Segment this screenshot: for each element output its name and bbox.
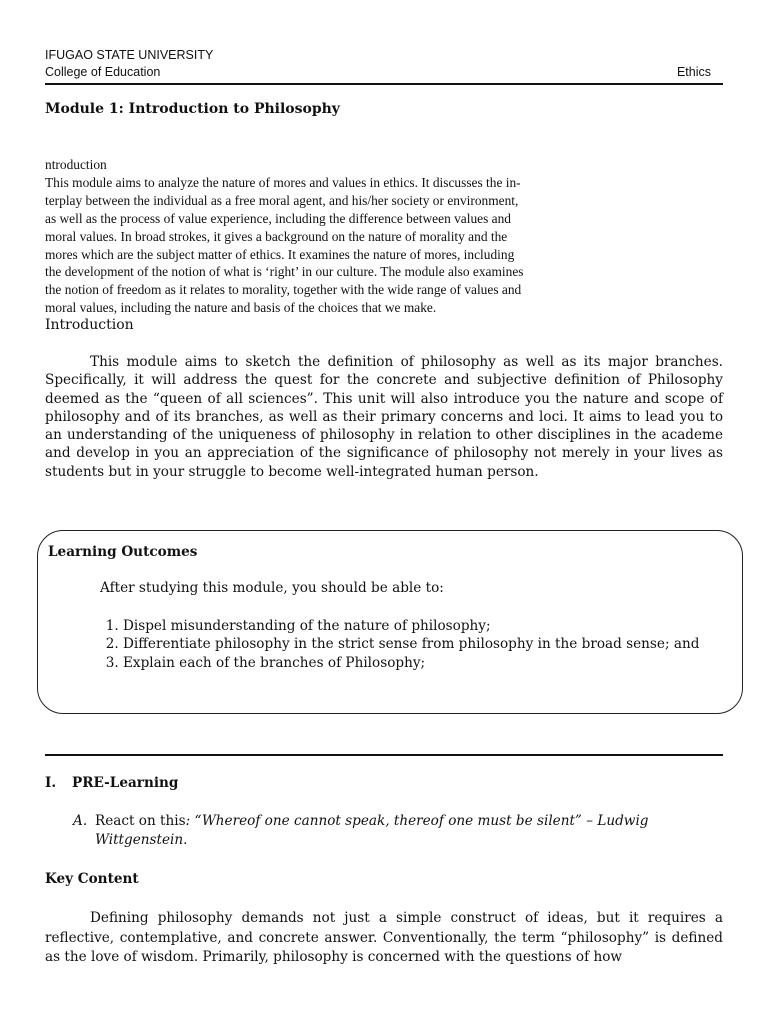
learning-outcomes-title: Learning Outcomes: [48, 544, 198, 560]
pre-learning-heading: [45, 775, 178, 791]
legacy-intro-line: moral values, including the nature and basis of the choices that we make.: [45, 300, 437, 316]
section-number: I.: [45, 775, 57, 791]
legacy-intro-heading: ntroduction: [45, 157, 107, 172]
introduction-body: This module aims to sketch the definition of philosophy as well as its major branches. Specifically, it will address the quest for the concrete and subjective definition of Philosophy deemed as the “queen of all sciences”. This unit will also introduce you the nature and scope of philosophy and of its branches, as well as their primary concerns and loci. It aims to lead you to an understanding of the uniqueness of philosophy in relation to other disciplines in the academe and develop in you an appreciation of the significance of philosophy not merely in your lives as students but in your struggle to become well-integrated human person.: [45, 354, 723, 480]
learning-outcomes-box: [37, 530, 743, 714]
item-prefix: React on this: [95, 813, 186, 829]
university-name: IFUGAO STATE UNIVERSITY: [45, 48, 214, 62]
legacy-intro-line: moral values. In broad strokes, it gives a background on the nature of morality and the: [45, 228, 508, 244]
legacy-intro-line: mores which are the subject matter of ethics. It examines the nature of mores, including: [45, 246, 515, 262]
legacy-intro-line: terplay between the individual as a free moral agent, and his/her society or environment,: [45, 192, 519, 208]
item-quote: : “Whereof one cannot speak, thereof one must be silent” – Ludwig: [185, 813, 649, 829]
item-letter: A.: [73, 813, 88, 829]
key-content-body: Defining philosophy demands not just a simple construct of ideas, but it requires a reflective, contemplative, and concrete answer. Conventionally, the term “philosophy” is defined as the love of wisdom. Primarily, philosophy is concerned with the questions of how: [45, 910, 723, 966]
subject-name: Ethics: [676, 65, 711, 79]
learning-outcomes-intro: After studying this module, you should be able to:: [100, 580, 444, 596]
learning-outcome-item: 3. Explain each of the branches of Philosophy;: [123, 654, 753, 672]
legacy-intro-line: This module aims to analyze the nature of mores and values in ethics. It discusses the in-: [45, 174, 521, 190]
pre-learning-item: [73, 812, 693, 850]
page-header: [45, 46, 723, 85]
learning-outcome-item: 1. Dispel misunderstanding of the nature of philosophy;: [123, 617, 753, 635]
section-divider: [45, 754, 723, 756]
legacy-intro-line: the development of the notion of what is ‘right’ in our culture. The module also examines: [45, 264, 524, 280]
module-title: Module 1: Introduction to Philosophy: [45, 101, 340, 117]
introduction-heading: Introduction: [45, 317, 134, 333]
item-quote-author: Wittgenstein.: [95, 832, 188, 848]
learning-outcome-item: 2. Differentiate philosophy in the strict sense from philosophy in the broad sense; and: [123, 635, 753, 653]
college-name: College of Education: [45, 65, 161, 79]
section-title: PRE-Learning: [72, 775, 179, 791]
legacy-intro-line: the notion of freedom as it relates to morality, together with the wide range of values and: [45, 282, 522, 298]
learning-outcomes-list: [100, 617, 753, 672]
legacy-intro-line: as well as the process of value experience, including the difference between values and: [45, 210, 511, 226]
key-content-heading: Key Content: [45, 871, 139, 887]
legacy-introduction: [45, 156, 590, 317]
